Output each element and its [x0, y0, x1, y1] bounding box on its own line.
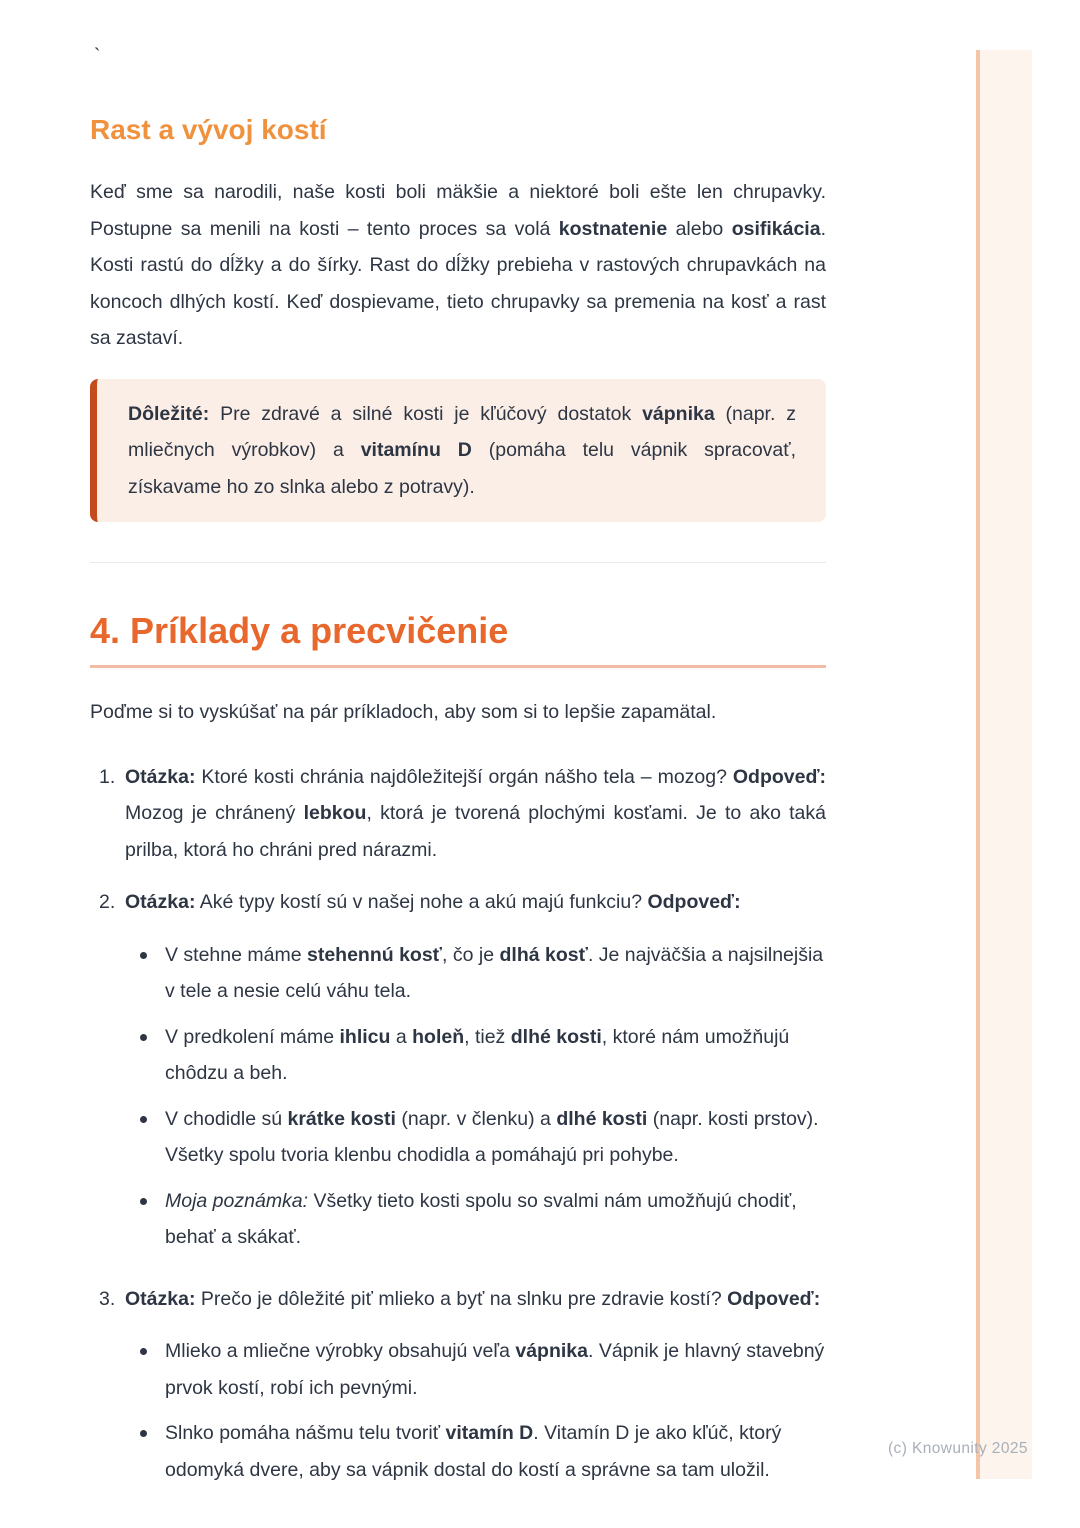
list-item-body [125, 884, 826, 1265]
bullet-text: V stehne máme stehennú kosť, čo je dlhá kosť. Je najväčšia a najsilnejšia v tele a nesie celú váhu tela. [165, 943, 824, 1002]
bullet-item [140, 937, 826, 1010]
side-strip [976, 50, 1032, 1479]
stray-backtick-character: ` [94, 46, 101, 67]
list-item-body [125, 759, 826, 869]
section-title-growth: Rast a vývoj kostí [90, 114, 327, 145]
bullet-item [140, 1019, 826, 1092]
question-list [90, 759, 826, 1498]
document-content [90, 0, 826, 1497]
bullet-icon [140, 1101, 165, 1123]
list-item-body [125, 1281, 826, 1498]
question-answer-text: Otázka: Aké typy kostí sú v našej nohe a akú majú funkciu? Odpoveď: [125, 891, 741, 913]
bullet-item [140, 1101, 826, 1174]
question-answer-text: Otázka: Ktoré kosti chránia najdôležitejší orgán nášho tela – mozog? Odpoveď: Mozog je chránený lebkou, ktorá je tvorená plochými kosťami. Je to ako taká prilba, ktorá ho chráni pred nárazmi. [125, 765, 826, 861]
growth-paragraph: Keď sme sa narodili, naše kosti boli mäkšie a niektoré boli ešte len chrupavky. Postupne sa menili na kosti – tento proces sa volá kostnatenie alebo osifikácia. Kosti rastú do dĺžky a do šírky. Rast do dĺžky prebieha v rastových chrupavkách na koncoch dlhých kostí. Keď dospievame, tieto chrupavky sa premenia na kosť a rast sa zastaví. [90, 181, 826, 349]
list-number: 2. [99, 891, 116, 913]
section-title-examples: 4. Príklady a precvičenie [90, 609, 826, 668]
list-item-question-1 [90, 759, 826, 869]
important-callout [90, 379, 826, 523]
bullet-text: Moja poznámka: Všetky tieto kosti spolu so svalmi nám umožňujú chodiť, behať a skákať. [165, 1189, 797, 1248]
answer-bullet-list [140, 1333, 826, 1488]
examples-intro: Poďme si to vyskúšať na pár príkladoch, aby som si to lepšie zapamätal. [90, 701, 717, 723]
list-number: 1. [99, 765, 116, 788]
bullet-text: Slnko pomáha nášmu telu tvoriť vitamín D. Vitamín D je ako kľúč, ktorý odomyká dvere, aby sa vápnik dostal do kostí a správne sa tam uložil. [165, 1422, 782, 1481]
question-answer-text: Otázka: Prečo je dôležité piť mlieko a byť na slnku pre zdravie kostí? Odpoveď: [125, 1287, 821, 1310]
bullet-text: Mlieko a mliečne výrobky obsahujú veľa vápnika. Vápnik je hlavný stavebný prvok kostí, robí ich pevnými. [165, 1340, 825, 1399]
bullet-icon [140, 1019, 165, 1041]
watermark: (c) Knowunity 2025 [888, 1440, 1028, 1457]
section-divider [90, 562, 826, 563]
callout-text: Dôležité: Pre zdravé a silné kosti je kľúčový dostatok vápnika (napr. z mliečnych výrobkov) a vitamínu D (pomáha telu vápnik spracovať, získavame ho zo slnka alebo z potravy). [128, 402, 796, 498]
bullet-item [140, 1415, 826, 1488]
answer-bullet-list [140, 937, 826, 1256]
bullet-item [140, 1333, 826, 1406]
list-item-question-3 [90, 1281, 826, 1498]
list-item-question-2 [90, 884, 826, 1265]
bullet-icon [140, 1333, 165, 1355]
bullet-text: V chodidle sú krátke kosti (napr. v členku) a dlhé kosti (napr. kosti prstov). Všetky spolu tvoria klenbu chodidla a pomáhajú pri pohybe. [165, 1107, 819, 1166]
bullet-text: V predkolení máme ihlicu a holeň, tiež dlhé kosti, ktoré nám umožňujú chôdzu a beh. [165, 1025, 790, 1084]
bullet-icon [140, 1183, 165, 1205]
list-number: 3. [99, 1287, 116, 1310]
bullet-item [140, 1183, 826, 1256]
bullet-icon [140, 1415, 165, 1437]
bullet-icon [140, 937, 165, 959]
